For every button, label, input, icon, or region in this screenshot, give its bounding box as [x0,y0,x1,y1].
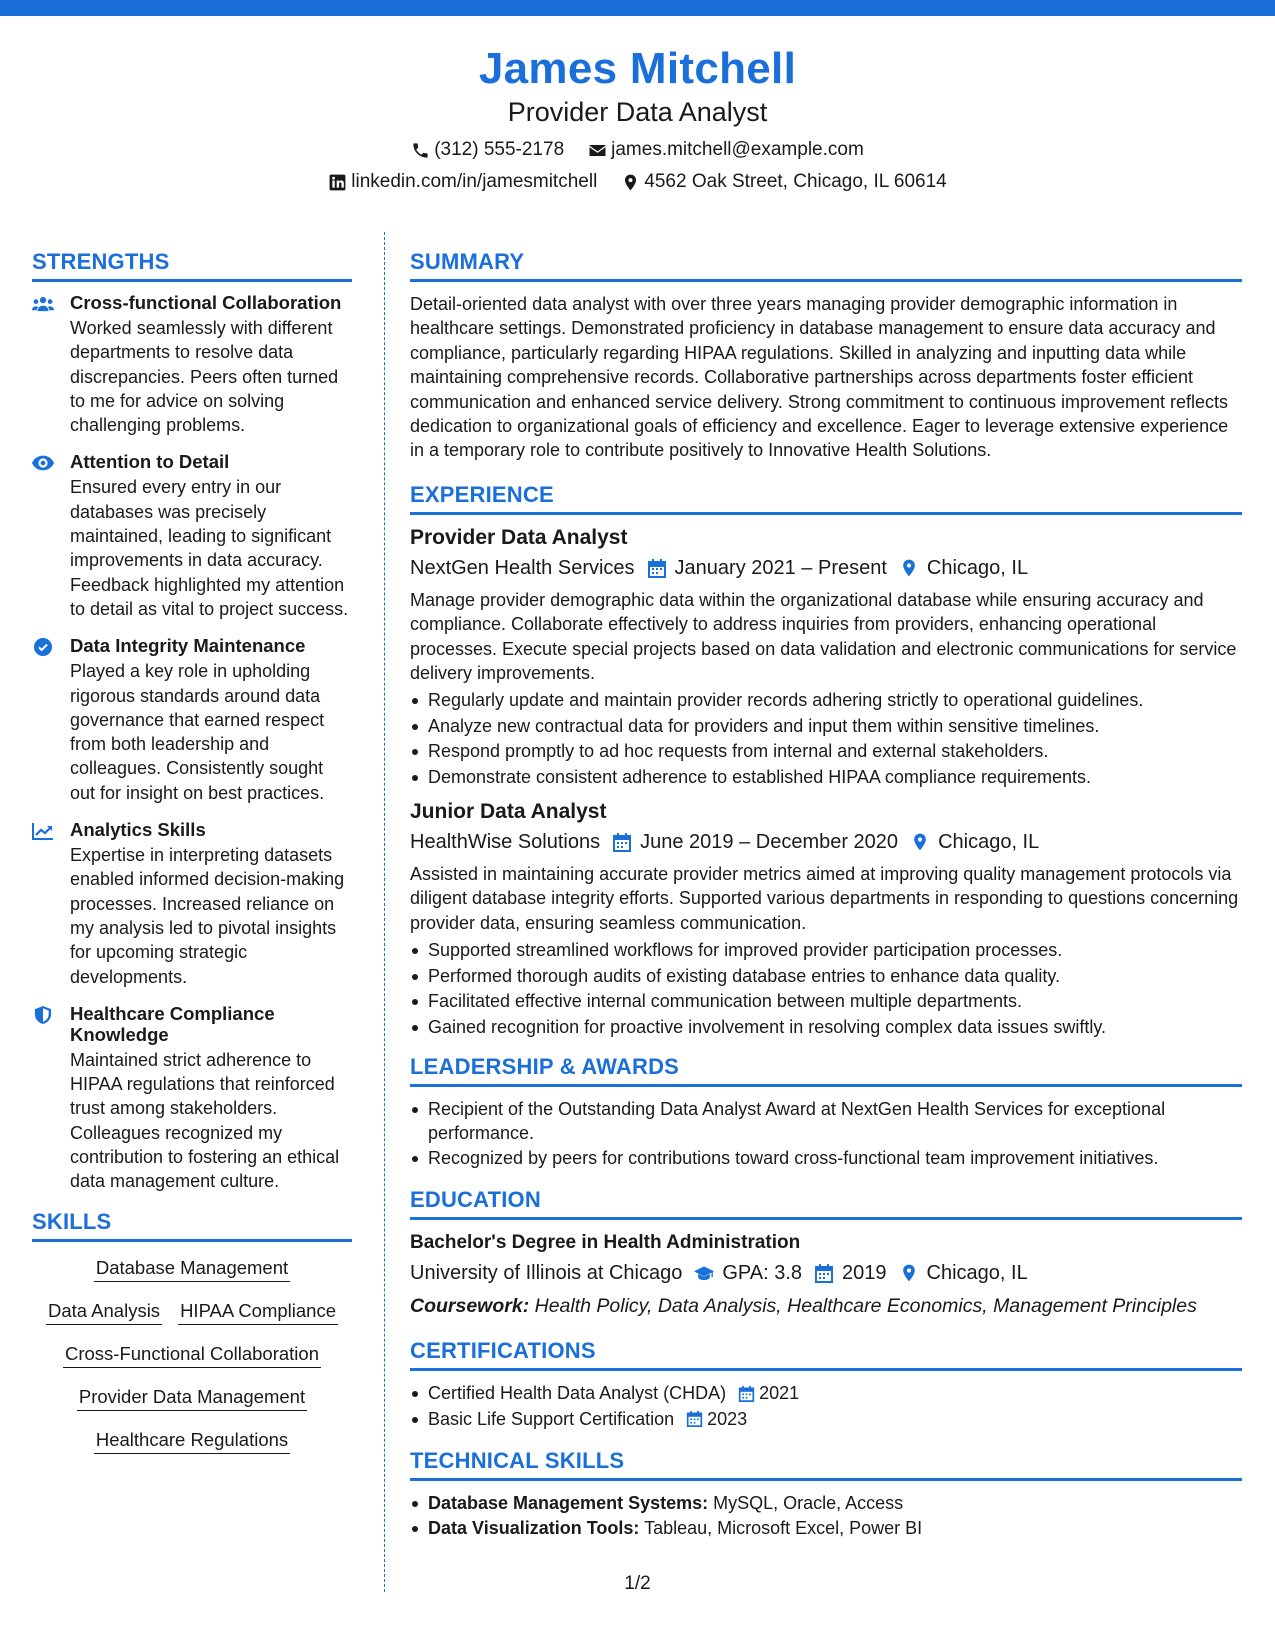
strength-item [32,1003,352,1194]
strength-item [32,635,352,805]
strength-name: Attention to Detail [70,451,230,473]
strength-name: Healthcare Compliance Knowledge [70,1002,275,1045]
check-circle-icon [32,638,54,656]
address-text: 4562 Oak Street, Chicago, IL 60614 [644,171,947,192]
award-item: Recognized by peers for contributions toward cross-functional team improvement initiatives. [410,1146,1242,1170]
job-meta [410,829,1242,855]
calendar-icon [814,1263,834,1283]
bullet-item: Analyze new contractual data for providers and input them within sensitive timelines. [410,714,1242,738]
strength-item [32,819,352,989]
coursework-list: Health Policy, Data Analysis, Healthcare Economics, Management Principles [534,1295,1197,1318]
technical-skill-label: Database Management Systems: [428,1492,709,1513]
strength-name: Data Integrity Maintenance [70,635,306,657]
bullet-item: Facilitated effective internal communication between multiple departments. [410,989,1242,1013]
strength-name: Cross-functional Collaboration [70,292,342,313]
page-number: 1/2 [624,1573,651,1594]
address-contact [621,170,946,194]
envelope-icon [588,141,607,160]
column-divider [384,232,385,1592]
skill-tag: Data Analysis [46,1299,162,1325]
education-meta [410,1260,1242,1286]
job-description: Assisted in maintaining accurate provider metrics aimed at improving quality management protocols via diligent database integrity efforts. Supported various departments in responding to questions concerning provider data, ensuring seamless communication. [410,863,1239,933]
technical-skills-heading: TECHNICAL SKILLS [410,1447,1242,1481]
job-title: Provider Data Analyst [410,525,628,549]
experience-heading: EXPERIENCE [410,481,1242,515]
skills-heading: SKILLS [32,1208,352,1242]
phone-text: (312) 555-2178 [434,139,565,160]
bullet-item: Regularly update and maintain provider records adhering strictly to operational guidelines. [410,688,1242,712]
bullet-item: Demonstrate consistent adherence to established HIPAA compliance requirements. [410,765,1242,789]
certification-name: Certified Health Data Analyst (CHDA) [428,1383,727,1404]
company-name: NextGen Health Services [410,556,635,579]
leadership-heading: LEADERSHIP & AWARDS [410,1053,1242,1087]
certifications-list [410,1381,1242,1431]
calendar-icon [647,558,667,578]
job-dates: January 2021 – Present [674,556,887,579]
gpa: GPA: 3.8 [722,1262,803,1285]
users-icon [32,295,54,313]
resume-header [0,42,1275,194]
strength-name: Analytics Skills [70,819,206,841]
technical-skill-value: Tableau, Microsoft Excel, Power BI [644,1518,923,1539]
job-dates: June 2019 – December 2020 [640,830,899,853]
skill-tag: Cross-Functional Collaboration [63,1342,321,1368]
linkedin-text: linkedin.com/in/jamesmitchell [351,171,598,192]
email-contact[interactable] [588,138,864,162]
strength-desc: Expertise in interpreting datasets enabled informed decision-making processes. Increased reliance on my analysis led to pivotal insights for upcoming strategic developments. [70,845,345,987]
bullet-item: Supported streamlined workflows for improved provider participation processes. [410,938,1242,962]
linkedin-contact[interactable] [328,170,597,194]
graduation-cap-icon [694,1263,714,1283]
award-item: Recipient of the Outstanding Data Analyst Award at NextGen Health Services for exceptional performance. [410,1097,1242,1145]
email-text: james.mitchell@example.com [611,139,864,160]
calendar-icon [612,832,632,852]
bullet-item: Gained recognition for proactive involvement in resolving complex data issues swiftly. [410,1015,1242,1039]
shield-icon [32,1006,54,1024]
skill-tag: Provider Data Management [77,1385,307,1411]
strength-desc: Maintained strict adherence to HIPAA regulations that reinforced trust among stakeholders. Colleagues recognized my contribution to fostering an ethical data management culture. [70,1049,340,1192]
candidate-title: Provider Data Analyst [507,97,768,127]
job-description: Manage provider demographic data within the organizational database while ensuring accuracy and compliance. Collaborate effectively to address inquiries from providers, enhancing operational processes. Execute special projects based on data validation and electronic communications for service delivery improvements. [410,589,1237,684]
summary-text: Detail-oriented data analyst with over three years managing provider demographic information in healthcare settings. Demonstrated proficiency in database management to ensure data accuracy and compliance, particularly regarding HIPAA regulations. Skilled in analyzing and inputting data while maintaining comprehensive records. Collaborative partnerships across departments foster efficient communication and enhanced service delivery. Strong commitment to continuous improvement reflects dedication to organizational goals of efficiency and excellence. Eager to leverage extensive experience in a temporary role to contribute positively to Innovative Health Solutions. [410,294,1229,461]
strength-desc: Played a key role in upholding rigorous standards around data governance that earned respect from both leadership and colleagues. Consistently sought out for insight on best practices. [70,661,325,803]
phone-contact[interactable] [411,138,564,162]
top-accent-bar [0,0,1275,16]
calendar-icon [686,1410,703,1427]
job-meta [410,555,1242,581]
certification-item [410,1381,1242,1405]
contact-row-1 [0,138,1275,162]
skills-list [32,1252,352,1454]
left-column [32,248,352,1471]
bullet-item: Performed thorough audits of existing database entries to enhance data quality. [410,964,1242,988]
bullet-item: Respond promptly to ad hoc requests from internal and external stakeholders. [410,739,1242,763]
strength-desc: Worked seamlessly with different departments to resolve data discrepancies. Peers often turned to me for advice on solving challenging problems. [70,318,339,436]
coursework [410,1293,1242,1319]
job-title: Junior Data Analyst [410,799,607,823]
job-entry [410,799,1242,1039]
leadership-list [410,1097,1242,1171]
skill-tag: HIPAA Compliance [178,1299,338,1325]
education-heading: EDUCATION [410,1186,1242,1220]
school-name: University of Illinois at Chicago [410,1262,683,1285]
technical-skill-item [410,1516,1242,1540]
map-pin-icon [621,173,640,192]
map-pin-icon [910,832,930,852]
job-location: Chicago, IL [926,556,1029,579]
certification-item [410,1407,1242,1431]
chart-line-icon [32,822,54,840]
strength-item [32,451,352,621]
certifications-heading: CERTIFICATIONS [410,1337,1242,1371]
job-bullets [410,938,1242,1039]
strength-desc: Ensured every entry in our databases was precisely maintained, leading to significant improvements in data accuracy. Feedback highlighted my attention to detail as vital to project success. [70,477,349,619]
eye-icon [32,454,54,472]
company-name: HealthWise Solutions [410,830,601,853]
coursework-label: Coursework: [410,1295,530,1318]
technical-skill-label: Data Visualization Tools: [428,1518,640,1539]
technical-skills-list [410,1491,1242,1541]
certification-year: 2023 [707,1408,748,1429]
technical-skill-item [410,1491,1242,1515]
skill-tag: Healthcare Regulations [94,1428,290,1454]
map-pin-icon [899,558,919,578]
graduation-year: 2019 [842,1262,887,1285]
strengths-heading: STRENGTHS [32,248,352,282]
skill-tag: Database Management [94,1256,290,1282]
strength-item [32,292,352,437]
education-location: Chicago, IL [926,1262,1028,1285]
job-location: Chicago, IL [938,830,1040,853]
certification-name: Basic Life Support Certification [428,1408,675,1429]
contact-row-2 [0,170,1275,194]
certification-year: 2021 [759,1383,800,1404]
calendar-icon [738,1385,755,1402]
summary-heading: SUMMARY [410,248,1242,282]
candidate-name: James Mitchell [478,44,797,93]
right-column [410,248,1242,1542]
phone-icon [411,141,430,160]
job-bullets [410,688,1242,789]
linkedin-icon [328,173,347,192]
technical-skill-value: MySQL, Oracle, Access [713,1492,904,1513]
map-pin-icon [899,1263,919,1283]
degree-title: Bachelor's Degree in Health Administration [410,1232,801,1254]
job-entry [410,525,1242,789]
